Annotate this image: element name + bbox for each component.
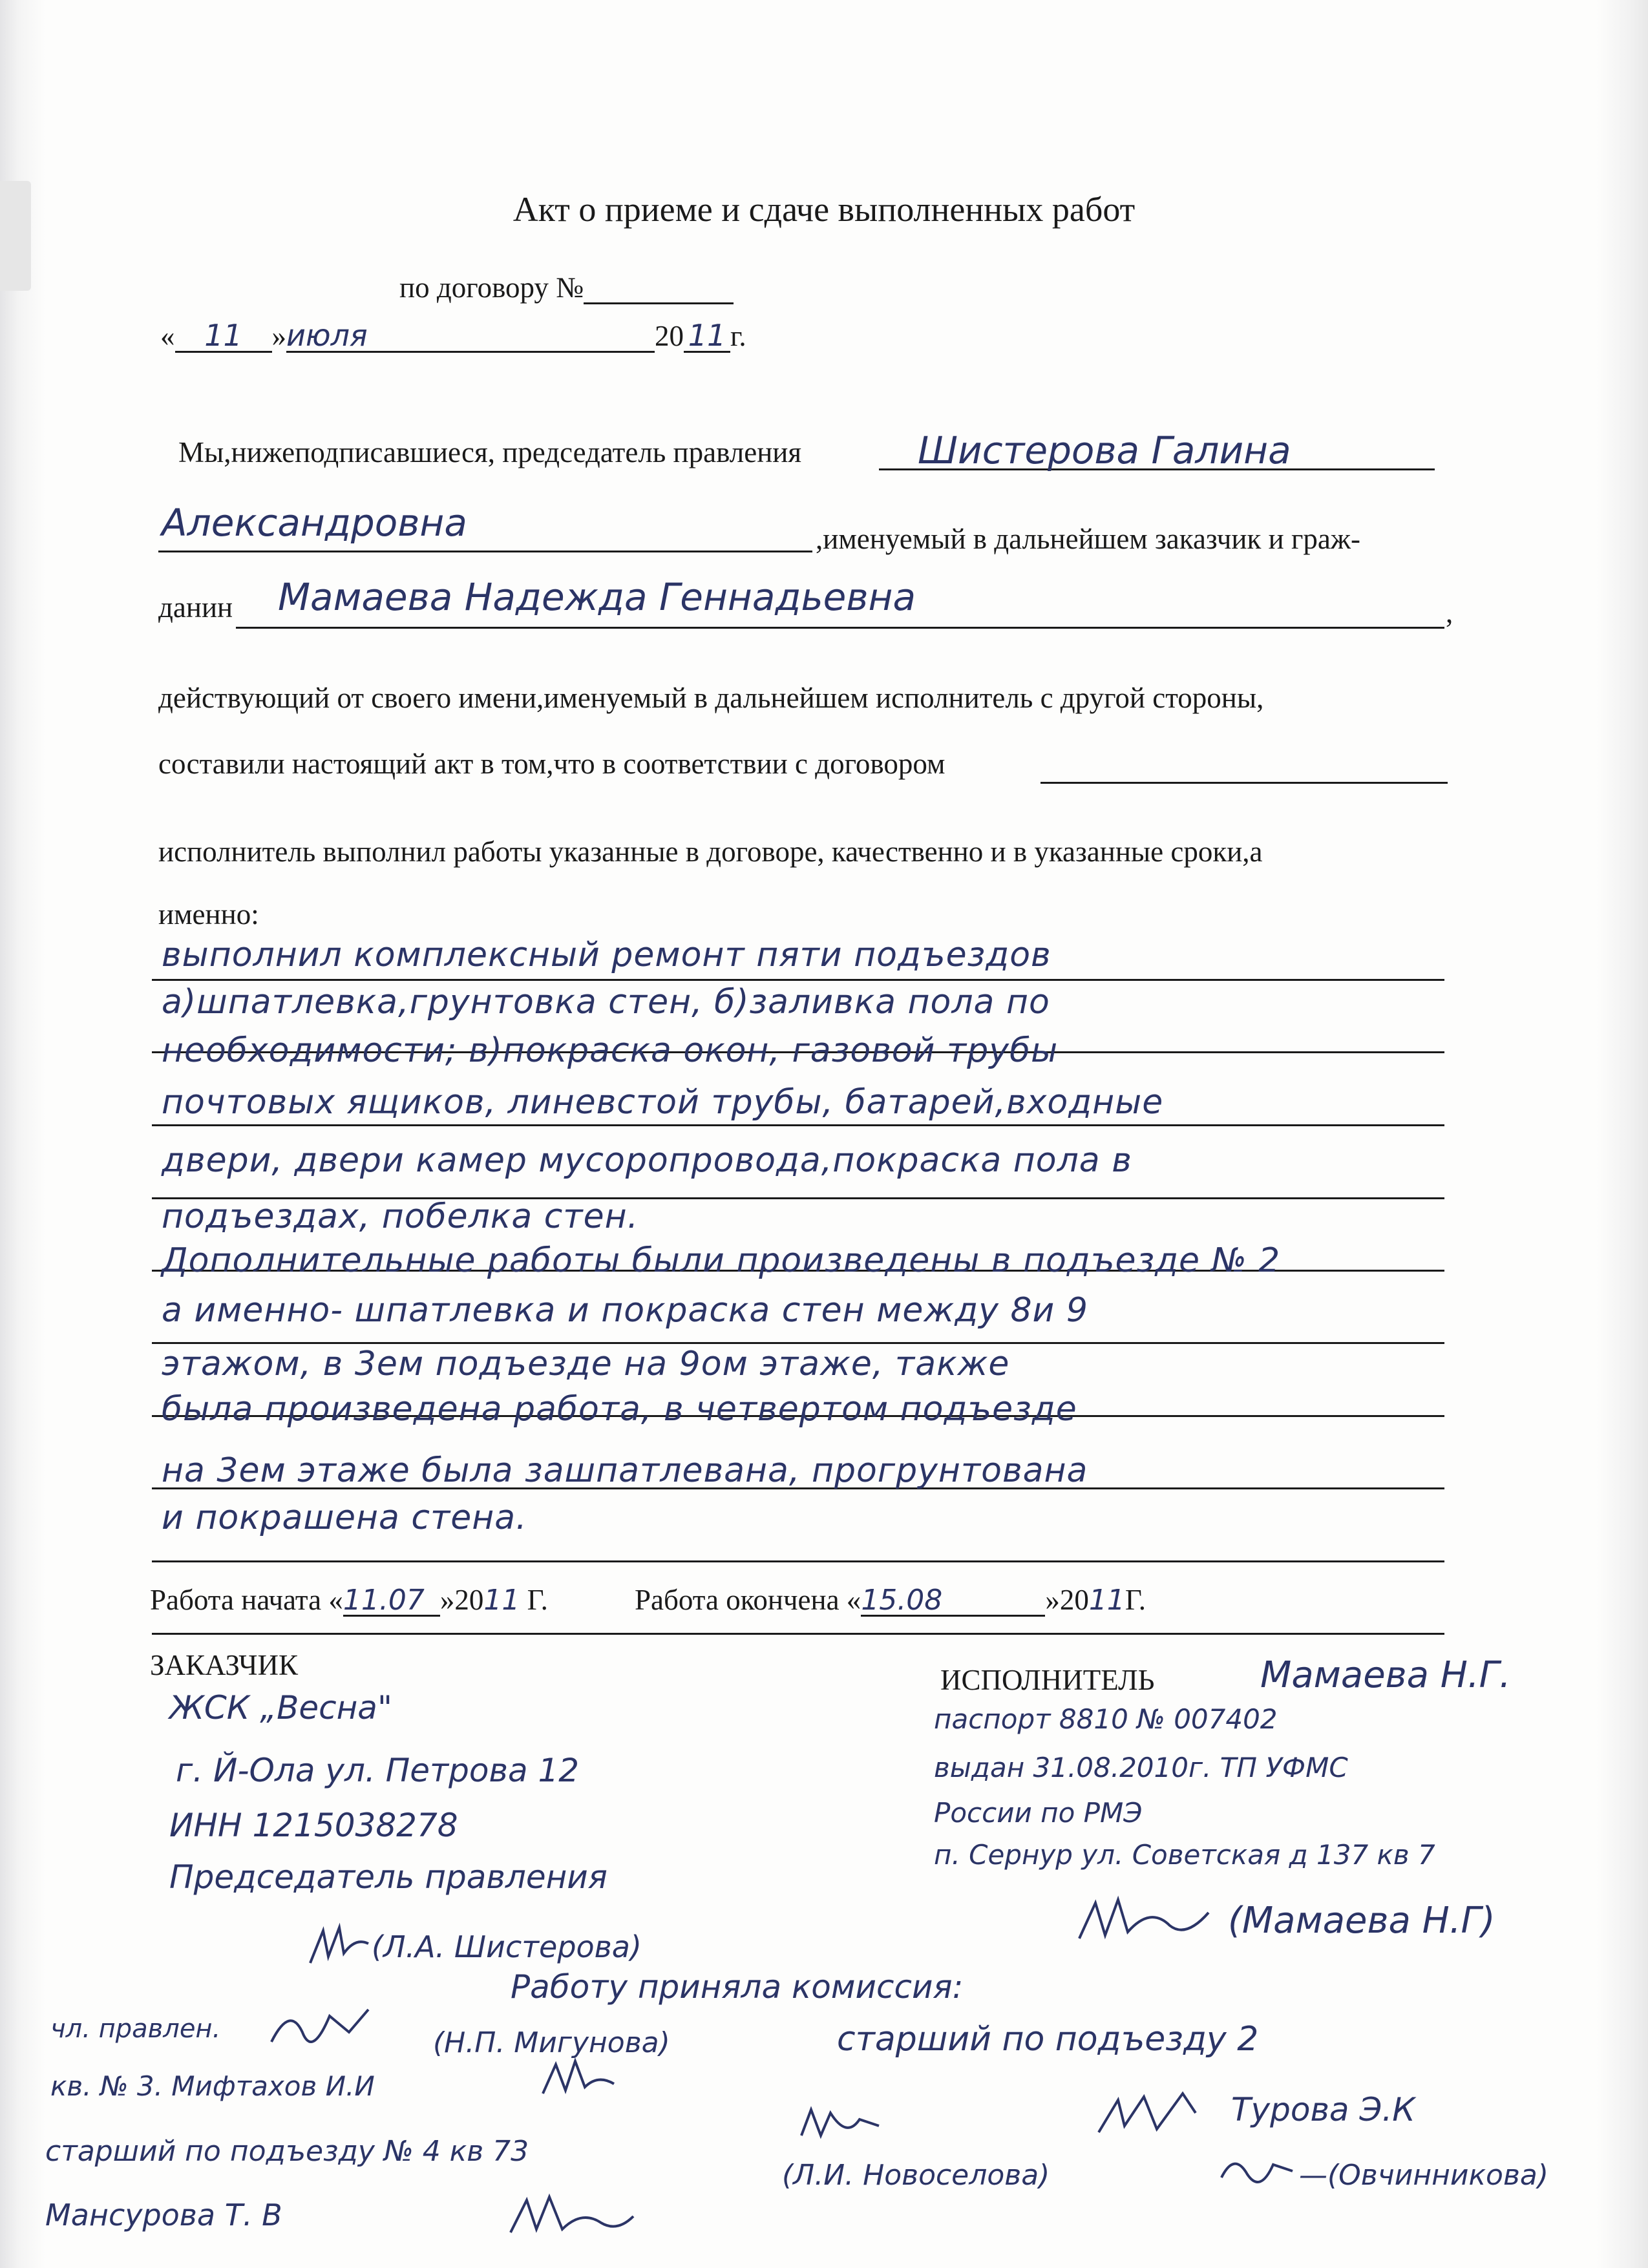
customer-text: ,именуемый в дальнейшем заказчик и граж- — [816, 523, 1360, 555]
miftakhov-signature — [536, 2055, 620, 2106]
chairman-name-2: Александровна — [162, 501, 467, 545]
date-line: « 11 »июля 20 11 г. — [160, 318, 746, 353]
mansurova-signature — [504, 2184, 640, 2249]
work-line: Дополнительные работы были произведены в подъезде № 2 — [162, 1241, 1281, 1280]
work-line: и покрашена стена. — [162, 1498, 527, 1537]
work-line: была произведена работа, в четвертом подъезде — [162, 1390, 1077, 1429]
work-line: а)шпатлевка,грунтовка стен, б)заливка пола по — [162, 983, 1050, 1022]
document-title: Акт о приеме и сдаче выполненных работ — [512, 190, 1136, 229]
contractor-signature — [1073, 1887, 1221, 1958]
work-end: Работа окончена «15.08 »2011Г. — [635, 1584, 1146, 1617]
end-year: 11 — [1088, 1584, 1125, 1617]
contract-line — [399, 273, 734, 304]
contract-label: по договору № — [399, 271, 584, 304]
intro-text: Мы,нижеподписавшиеся, председатель правления — [178, 436, 802, 468]
contractor-heading: ИСПОЛНИТЕЛЬ — [940, 1664, 1155, 1696]
date-day: 11 — [204, 318, 242, 353]
contractor-signature-name: (Мамаева Н.Г) — [1228, 1900, 1495, 1942]
work-line: а именно- шпатлевка и покраска стен между 8и 9 — [162, 1291, 1088, 1330]
contractor-name: Мамаева Надежда Геннадьевна — [278, 575, 916, 619]
work-line: этажом, в 3ем подъезде на 9ом этаже, также — [162, 1345, 1010, 1383]
work-line: необходимости; в)покраска окон, газовой трубы — [162, 1031, 1059, 1070]
board-member-signature — [265, 1997, 375, 2055]
contract-number-blank — [584, 273, 734, 304]
work-start: Работа начата «11.07 »2011 Г. — [150, 1584, 548, 1617]
namely-text: именно: — [158, 898, 259, 930]
work-line: выполнил комплексный ремонт пяти подъездов — [162, 936, 1051, 974]
work-line: почтовых ящиков, линевстой трубы, батарей,входные — [162, 1083, 1164, 1122]
compiled-text: составили настоящий акт в том,что в соответствии с договором — [158, 748, 945, 780]
work-line: двери, двери камер мусоропровода,покраска пола в — [162, 1141, 1132, 1180]
novoselova-signature — [795, 2100, 885, 2152]
start-year: 11 — [483, 1584, 520, 1617]
customer-heading: ЗАКАЗЧИК — [150, 1649, 299, 1681]
turova-signature — [1092, 2087, 1202, 2145]
work-line: подъездах, побелка стен. — [162, 1197, 639, 1236]
work-line: на 3ем этаже была зашпатлевана, прогрунтована — [162, 1451, 1088, 1490]
acting-text: действующий от своего имени,именуемый в дальнейшем исполнитель с другой стороны, — [158, 682, 1264, 714]
chairman-name-1: Шистерова Галина — [918, 428, 1291, 472]
date-month: июля — [286, 318, 368, 353]
contractor-short-name: Мамаева Н.Г. — [1260, 1654, 1511, 1696]
commission-header: Работу приняла комиссия: — [511, 1968, 964, 2006]
chairman-signature — [304, 1918, 375, 1976]
start-date: 11.07 — [343, 1584, 425, 1617]
end-date: 15.08 — [861, 1584, 943, 1617]
ovchinnikova-signature — [1215, 2145, 1299, 2197]
citizen-label: данин — [158, 591, 233, 624]
date-year: 11 — [688, 318, 726, 353]
performed-text: исполнитель выполнил работы указанные в договоре, качественно и в указанные сроки,а — [158, 835, 1263, 868]
